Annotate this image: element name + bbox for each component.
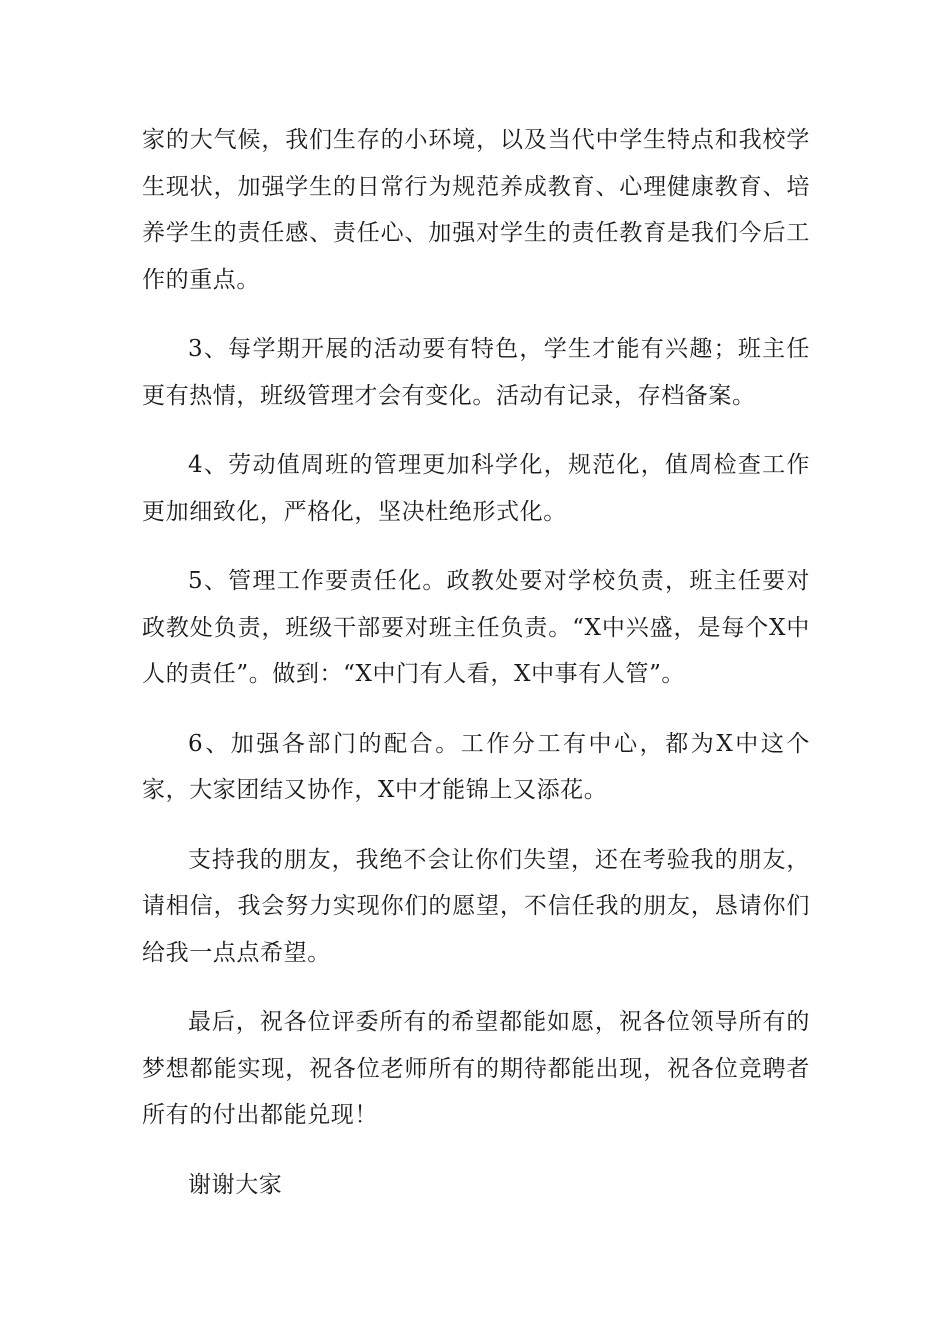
paragraph-thanks: 谢谢大家 [188,1171,283,1198]
paragraph-support: 支持我的朋友，我绝不会让你们失望，还在考验我的朋友，请相信，我会努力实现你们的愿望，不信任我的朋友，恳请你们给我一点点希望。 [142,846,810,966]
paragraph-closing-wishes: 最后，祝各位评委所有的希望都能如愿，祝各位领导所有的梦想都能实现，祝各位老师所有的期待都能出现，祝各位竞聘者所有的付出都能兑现！ [142,1009,810,1128]
paragraph-continuation: 家的大气候，我们生存的小环境，以及当代中学生特点和我校学生现状，加强学生的日常行为规范养成教育、心理健康教育、培养学生的责任感、责任心、加强对学生的责任教育是我们今后工作的重点。 [142,127,810,293]
paragraph-item-4: 4、劳动值周班的管理更加科学化，规范化，值周检查工作更加细致化，严格化，坚决杜绝形式化。 [142,452,810,525]
paragraph-item-5: 5、管理工作要责任化。政教处要对学校负责，班主任要对政教处负责，班级干部要对班主任负责。“X中兴盛，是每个X中人的责任”。做到：“X中门有人看，X中事有人管”。 [142,568,810,687]
document-body [142,117,810,1231]
paragraph-item-3: 3、每学期开展的活动要有特色，学生才能有兴趣；班主任更有热情，班级管理才会有变化。活动有记录，存档备案。 [142,336,810,409]
paragraph-item-6: 6、加强各部门的配合。工作分工有中心，都为X中这个家，大家团结又协作，X中才能锦上又添花。 [142,730,810,803]
